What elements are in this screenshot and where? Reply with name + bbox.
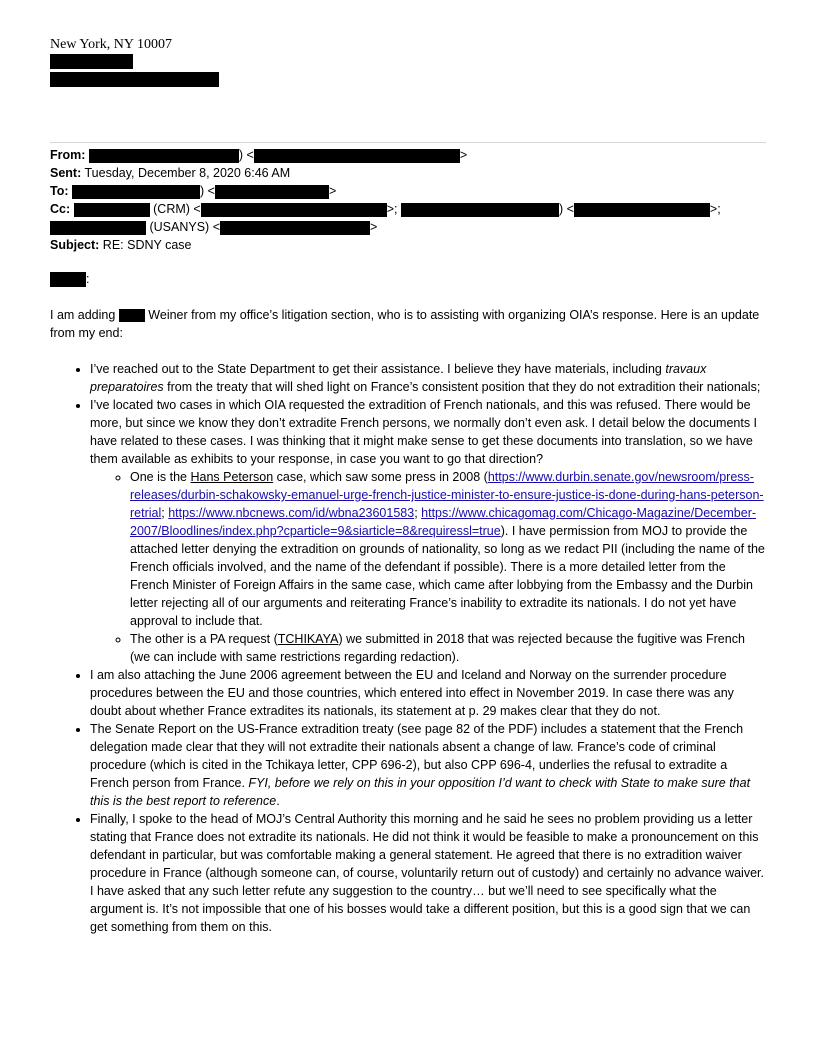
subject-value: RE: SDNY case [102,238,192,252]
redaction-bar [119,309,145,322]
redaction-bar [220,221,370,235]
bullet-state-dept-a: I’ve reached out to the State Department to get their assistance. I believe they have materials, including [90,362,662,376]
case-sublist [90,468,766,666]
sub-peterson-a: One is the [130,470,187,484]
bullet-state-dept-em: travaux preparatoires [90,362,707,394]
redaction-bar [215,185,329,199]
sub-tchikaya-b: ) we submitted in 2018 that was rejected because the fugitive was French (we can include with same restrictions regarding redaction). [130,632,745,664]
email-header [50,146,766,254]
bullet-two-cases: I’ve located two cases in which OIA requested the extradition of French nationals, and this was refused. There would be more, but since we know they don’t extradite French persons, we normally don’t even ask. I detail below the documents I have related to these cases. I was thinking that it might make sense to get these documents into translation, so we have them available as exhibits to your response, in case you want to go that direction? [90,398,758,466]
update-list [50,360,766,936]
bullet-senate-report-em: FYI, before we rely on this in your opposition I’d want to check with State to make sure that this is the best report to reference [90,776,751,808]
from-line: From: ) < > [50,148,468,162]
from-label: From: [50,148,86,162]
redaction-bar [50,272,86,287]
list-item [90,360,766,396]
to-line: To: ) < > [50,184,337,198]
bullet-moj-central-authority: Finally, I spoke to the head of MOJ’s Central Authority this morning and he said he sees no problem providing us a letter stating that France does not extradite its nationals. He did not think it would be feasible to make a pronouncement on this defendant in particular, but was comfortable making a general statement. He agreed that there is no extradition waiver procedure in France (although someone can, of course, voluntarily return out of custody) and certainly no advance waiver. I have asked that any such letter refute any suggestion to the country… but we’ll need to see specifically what the argument is. It’s not impossible that one of his bosses would take a different position, but this is a good sign that we can get something from them on this. [90,812,764,934]
list-item: ◦ One is the Hans Peterson case, which saw some press in 2008 (https://www.durbin.senate.gov/newsroom/press-releases/durbin-schakowsky-emanuel-urge-french-justice-minister-to-ensure-justice-is-done-during-hans-peterson-retrial; https://www.nbcnews.com/id/wbna23601583; https://www.chicagomag.com/Chicago-Magazine/December-2007/Bloodlines/index.php?cparticle=9&siarticle=8&requiressl=true). I have permission from MOJ to provide the attached letter denying the extradition on grounds of nationality, so long as we redact PII (including the name of the French officials involved, and the name of the defendant if possible). There is a more detailed letter from the French Minister of Foreign Affairs in the same case, which came after lobbying from the Embassy and the Durbin letter rejecting all of our arguments and reiterating France’s inability to extradite its nationals. I do not yet have approval to include that. [130,468,766,630]
sent-label: Sent: [50,166,82,180]
redaction-bar [201,203,387,217]
list-item [130,630,766,666]
sent-value: Tuesday, December 8, 2020 6:46 AM [84,166,291,180]
redaction-bar [72,185,200,199]
cc-crm: (CRM) [153,202,190,216]
bullet-eu-agreement: I am also attaching the June 2006 agreement between the EU and Iceland and Norway on the surrender procedure procedures between the EU and those countries, which entered into effect in November 2019. In case there was any doubt about whether France extradites its nationals, its statement at p. 29 makes clear that they do not. [90,668,734,718]
intro-text-b: Weiner from my office’s litigation section, who is to assisting with organizing OIA’s response. Here is an update from my end: [50,308,760,340]
intro-paragraph [50,306,766,342]
address-city-line: New York, NY 10007 [50,37,172,52]
address-block [50,37,219,88]
cc-line: Cc: (CRM) < >; ) < >; [50,202,721,216]
cc-line-2: (USANYS) < > [50,218,766,236]
sent-line [50,164,766,182]
subject-line [50,236,766,254]
bullet-senate-report-a: The Senate Report on the US-France extradition treaty (see page 82 of the PDF) includes a statement that the French delegation made clear that they will not extradite their nationals absent a change of law. France’s code of criminal procedure (which is cited in the Tchikaya letter, CPP 696-2), but also CPP 696-4, underlies the refusal to extradite a French person from France. [90,722,744,790]
redaction-bar [50,72,219,87]
subject-label: Subject: [50,238,100,252]
redaction-bar [254,149,460,163]
intro-text-a: I am adding [50,308,116,322]
bullet-state-dept-b: from the treaty that will shed light on France’s consistent position that they do not extradition their nationals; [167,380,761,394]
redaction-bar [574,203,710,217]
sub-peterson-b: case, which saw some press in 2008 ( [276,470,488,484]
hans-peterson-link[interactable]: Hans Peterson [190,470,274,484]
redaction-bar [50,54,133,69]
list-item [90,396,766,666]
list-item [90,666,766,720]
redaction-bar [50,221,146,235]
salutation: : [50,270,766,288]
header-divider [50,142,766,143]
chicagomag-link[interactable]: https://www.chicagomag.com/Chicago-Magazine/December-2007/Bloodlines/index.php?cparticle=9&siarticle=8&requiressl=true [130,506,757,538]
redaction-bar [74,203,150,217]
tchikaya-link[interactable]: TCHIKAYA [277,632,339,646]
durbin-link[interactable]: https://www.durbin.senate.gov/newsroom/press-releases/durbin-schakowsky-emanuel-urge-french-justice-minister-to-ensure-justice-is-done-during-hans-peterson-retrial [130,470,764,520]
nbcnews-link[interactable]: https://www.nbcnews.com/id/wbna23601583 [168,506,415,520]
cc-label: Cc: [50,202,71,216]
redaction-bar [401,203,559,217]
to-label: To: [50,184,69,198]
list-item: • The Senate Report on the US-France extradition treaty (see page 82 of the PDF) includes a statement that the French delegation made clear that they will not extradite their nationals absent a change of law. France’s code of criminal procedure (which is cited in the Tchikaya letter, CPP 696-2), but also CPP 696-4, underlies the refusal to extradite a French person from France. FYI, before we rely on this in your opposition I’d want to check with State to make sure that this is the best report to reference. [90,720,766,810]
sub-tchikaya-a: The other is a PA request ( [130,632,278,646]
email-body [50,270,766,936]
cc-usanys: (USANYS) [149,220,210,234]
redaction-bar [89,149,239,163]
sub-peterson-c: ). I have permission from MOJ to provide the attached letter denying the extradition on grounds of nationality, so long as we redact PII (including the name of the French officials involved, and the name of the defendant if possible). There is a more detailed letter from the French Minister of Foreign Affairs in the same case, which came after lobbying from the Embassy and the Durbin letter rejecting all of our arguments and reiterating France’s inability to extradite its nationals. I do not yet have approval to include that. [130,524,765,628]
list-item [90,810,766,936]
